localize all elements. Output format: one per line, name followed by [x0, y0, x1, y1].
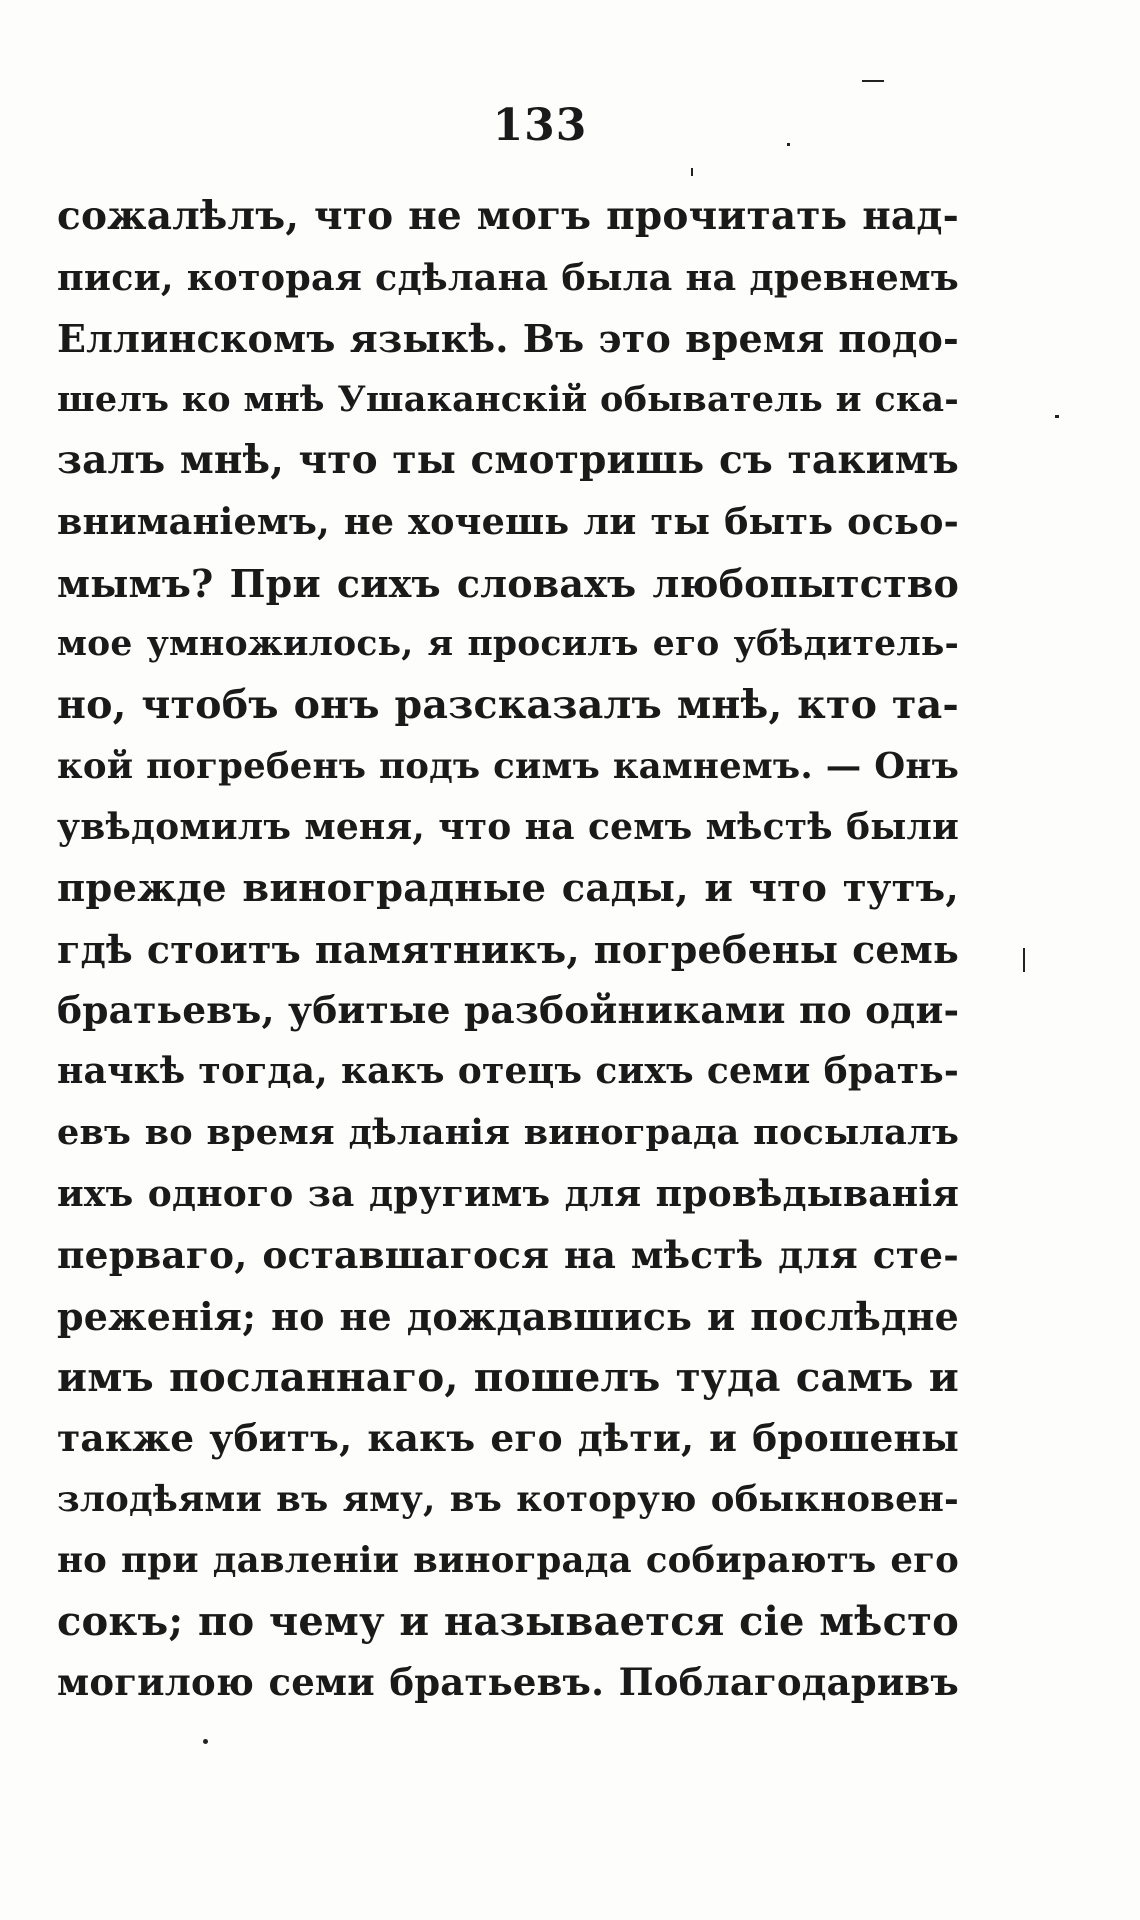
text-line: Еллинскомъ языкѣ. Въ это время подо-	[57, 316, 959, 362]
text-line: евъ во время дѣланія винограда посылалъ	[57, 1112, 959, 1154]
text-line: прежде виноградные сады, и что тутъ,	[57, 866, 959, 912]
text-line: но при давленіи винограда собираютъ его	[57, 1540, 959, 1582]
text-line: писи, которая сдѣлана была на древнемъ	[57, 256, 959, 300]
text-line: мое умножилось, я просилъ его убѣдитель-	[57, 623, 959, 664]
text-line: начкѣ тогда, какъ отецъ сихъ семи брать-	[57, 1050, 959, 1093]
page-number: 133	[492, 100, 588, 151]
scan-speck	[1055, 415, 1059, 418]
text-line: имъ посланнаго, пошелъ туда самъ и	[57, 1352, 959, 1401]
body-text	[57, 186, 959, 1713]
text-line: залъ мнѣ, что ты смотришь съ такимъ	[57, 437, 959, 484]
scan-speck	[691, 168, 693, 176]
text-line: кой погребенъ подъ симъ камнемъ. — Онъ	[57, 745, 959, 787]
text-line: злодѣями въ яму, въ которую обыкновен-	[57, 1478, 959, 1520]
text-line: мымъ? При сихъ словахъ любопытство	[57, 560, 959, 606]
text-line: реженія; но не дождавшись и послѣдне	[57, 1293, 959, 1339]
text-line: братьевъ, убитые разбойниками по оди-	[57, 988, 960, 1033]
text-line: сокъ; по чему и называется сіе мѣсто	[57, 1598, 959, 1646]
scan-speck	[203, 1739, 208, 1744]
text-line: но, чтобъ онъ разсказалъ мнѣ, кто та-	[57, 681, 959, 728]
text-line: шелъ ко мнѣ Ушаканскій обыватель и ска-	[57, 379, 959, 421]
text-line: также убитъ, какъ его дѣти, и брошены	[57, 1415, 959, 1460]
scan-speck	[862, 80, 884, 82]
text-line: сожалѣлъ, что не могъ прочитать над-	[57, 193, 959, 239]
text-line: могилою семи братьевъ. Поблагодаривъ	[57, 1660, 959, 1705]
text-line: гдѣ стоитъ памятникъ, погребены семь	[57, 927, 959, 973]
text-line: перваго, оставшагося на мѣстѣ для сте-	[57, 1232, 959, 1277]
text-line: вниманіемъ, не хочешь ли ты быть осьо-	[57, 500, 959, 544]
text-line: ихъ одного за другимъ для провѣдыванія	[57, 1172, 959, 1215]
text-line: увѣдомилъ меня, что на семъ мѣстѣ были	[57, 805, 959, 848]
scan-speck	[1023, 948, 1025, 972]
